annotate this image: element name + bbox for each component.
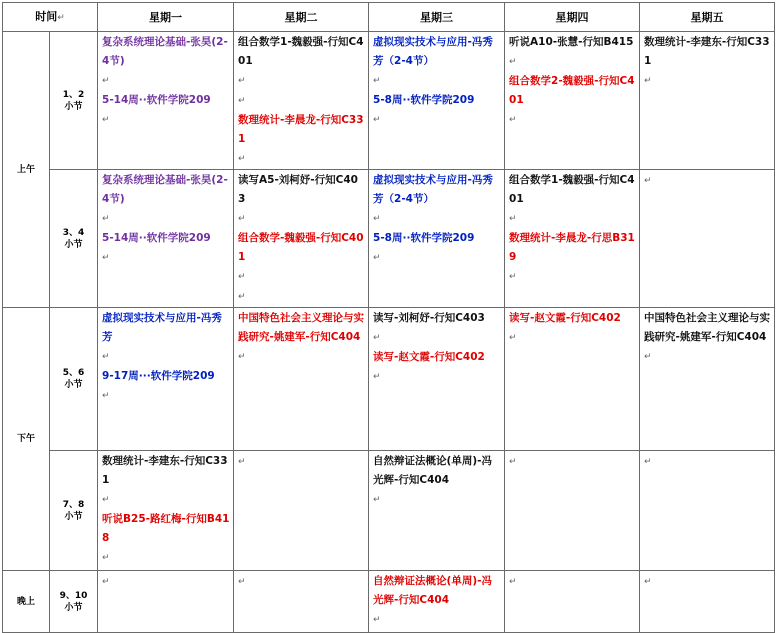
cell-content — [234, 170, 368, 307]
paragraph-mark: ↵ — [509, 57, 517, 67]
paragraph-mark: ↵ — [509, 214, 517, 224]
paragraph-mark: ↵ — [373, 76, 381, 86]
cell-content — [234, 451, 368, 472]
class-cell — [505, 451, 640, 571]
half-day-label: 晚上 — [3, 571, 50, 633]
cell-content — [369, 308, 504, 387]
day-header-mon: 星期一 — [98, 3, 234, 32]
class-cell — [98, 308, 234, 451]
cell-content — [369, 32, 504, 130]
paragraph-mark: ↵ — [238, 272, 246, 282]
cell-content — [640, 571, 774, 592]
course-entry: 自然辩证法概论(单周)-冯光辉-行知C404 — [373, 575, 492, 606]
course-entry: 中国特色社会主义理论与实践研究-姚建军-行知C404 — [238, 312, 365, 343]
class-cell — [234, 32, 369, 170]
paragraph-mark: ↵ — [373, 253, 381, 263]
period-row — [3, 32, 775, 170]
class-cell — [640, 32, 775, 170]
class-cell — [98, 451, 234, 571]
paragraph-mark: ↵ — [102, 76, 110, 86]
period-label: 3、4 小节 — [50, 170, 98, 308]
course-entry: 5-14周··软件学院209 — [102, 94, 211, 106]
course-entry: 复杂系统理论基础-张昊(2-4节) — [102, 174, 228, 205]
paragraph-mark: ↵ — [509, 577, 517, 587]
period-row — [3, 170, 775, 308]
cell-content — [505, 32, 639, 130]
paragraph-mark: ↵ — [509, 457, 517, 467]
paragraph-mark: ↵ — [238, 352, 246, 362]
class-cell — [505, 170, 640, 308]
class-cell — [369, 170, 505, 308]
timetable — [2, 2, 775, 633]
course-entry: 读写-赵文霞-行知C402 — [373, 351, 485, 363]
period-row — [3, 571, 775, 633]
course-entry: 数理统计-李晨龙-行知C331 — [238, 114, 364, 145]
class-cell — [234, 308, 369, 451]
half-day-label: 上午 — [3, 32, 50, 308]
course-entry: 组合数学1-魏毅强-行知C401 — [238, 36, 364, 67]
cell-content — [640, 170, 774, 191]
period-label: 1、2 小节 — [50, 32, 98, 170]
paragraph-mark: ↵ — [644, 176, 652, 186]
paragraph-mark: ↵ — [102, 577, 110, 587]
course-entry: 数理统计-李晨龙-行思B319 — [509, 232, 635, 263]
course-entry: 中国特色社会主义理论与实践研究-姚建军-行知C404 — [644, 312, 771, 343]
paragraph-mark: ↵ — [373, 372, 381, 382]
course-entry: 5-14周··软件学院209 — [102, 232, 211, 244]
class-cell — [505, 308, 640, 451]
course-entry: 数理统计-李建东-行知C331 — [102, 455, 228, 486]
cell-content — [505, 451, 639, 472]
paragraph-mark: ↵ — [644, 352, 652, 362]
cell-content — [505, 170, 639, 287]
paragraph-mark: ↵ — [238, 577, 246, 587]
course-entry: 虚拟现实技术与应用-冯秀芳（2-4节） — [373, 174, 493, 205]
paragraph-mark: ↵ — [102, 214, 110, 224]
class-cell — [505, 32, 640, 170]
course-entry: 自然辩证法概论(单周)-冯光辉-行知C404 — [373, 455, 492, 486]
cell-content — [505, 571, 639, 592]
class-cell — [234, 170, 369, 308]
class-cell — [369, 451, 505, 571]
paragraph-mark: ↵ — [238, 96, 246, 106]
cell-content — [98, 32, 233, 130]
day-header-fri: 星期五 — [640, 3, 775, 32]
class-cell — [505, 571, 640, 633]
class-cell — [369, 308, 505, 451]
period-label: 5、6 小节 — [50, 308, 98, 451]
paragraph-mark: ↵ — [644, 457, 652, 467]
period-label: 7、8 小节 — [50, 451, 98, 571]
paragraph-mark: ↵ — [509, 333, 517, 343]
paragraph-mark: ↵ — [644, 76, 652, 86]
class-cell — [98, 571, 234, 633]
paragraph-mark: ↵ — [102, 495, 110, 505]
class-cell — [640, 308, 775, 451]
cell-content — [98, 308, 233, 406]
paragraph-mark: ↵ — [102, 115, 110, 125]
half-day-label: 下午 — [3, 308, 50, 571]
cell-content — [234, 308, 368, 367]
course-entry: 复杂系统理论基础-张昊(2-4节) — [102, 36, 228, 67]
cell-content — [505, 308, 639, 348]
course-entry: 5-8周··软件学院209 — [373, 94, 475, 106]
cell-content — [369, 571, 504, 630]
class-cell — [234, 451, 369, 571]
paragraph-mark: ↵ — [644, 577, 652, 587]
paragraph-mark: ↵ — [373, 214, 381, 224]
cell-content — [98, 451, 233, 568]
paragraph-mark: ↵ — [238, 214, 246, 224]
paragraph-mark: ↵ — [238, 76, 246, 86]
class-cell — [640, 571, 775, 633]
cell-content — [640, 451, 774, 472]
period-row — [3, 451, 775, 571]
paragraph-mark: ↵ — [102, 253, 110, 263]
course-entry: 虚拟现实技术与应用-冯秀芳 — [102, 312, 222, 343]
course-entry: 数理统计-李建东-行知C331 — [644, 36, 770, 67]
paragraph-mark: ↵ — [102, 553, 110, 563]
course-entry: 读写-赵文霞-行知C402 — [509, 312, 621, 324]
cell-content — [98, 170, 233, 268]
course-entry: 读写-刘柯妤-行知C403 — [373, 312, 485, 324]
paragraph-mark: ↵ — [373, 115, 381, 125]
paragraph-mark: ↵ — [373, 333, 381, 343]
time-header: 时间↵ — [3, 3, 98, 32]
paragraph-mark: ↵ — [373, 615, 381, 625]
cell-content — [640, 32, 774, 91]
paragraph-mark: ↵ — [238, 292, 246, 302]
paragraph-mark: ↵ — [102, 352, 110, 362]
cell-content — [234, 32, 368, 169]
cell-content — [369, 451, 504, 510]
class-cell — [98, 170, 234, 308]
cell-content — [98, 571, 233, 592]
class-cell — [98, 32, 234, 170]
cell-content — [640, 308, 774, 367]
day-header-tue: 星期二 — [234, 3, 369, 32]
day-header-wed: 星期三 — [369, 3, 505, 32]
paragraph-mark: ↵ — [238, 457, 246, 467]
period-label: 9、10 小节 — [50, 571, 98, 633]
course-entry: 9-17周···软件学院209 — [102, 370, 215, 382]
course-entry: 听说B25-路红梅-行知B418 — [102, 513, 230, 544]
class-cell — [369, 32, 505, 170]
class-cell — [234, 571, 369, 633]
course-entry: 组合数学-魏毅强-行知C401 — [238, 232, 364, 263]
course-entry: 读写A5-刘柯妤-行知C403 — [238, 174, 358, 205]
paragraph-mark: ↵ — [509, 115, 517, 125]
course-entry: 组合数学1-魏毅强-行知C401 — [509, 174, 635, 205]
paragraph-mark: ↵ — [373, 495, 381, 505]
header-row — [3, 3, 775, 32]
period-row — [3, 308, 775, 451]
paragraph-mark: ↵ — [102, 391, 110, 401]
paragraph-mark: ↵ — [509, 272, 517, 282]
course-entry: 听说A10-张慧-行知B415 — [509, 36, 634, 48]
day-header-thu: 星期四 — [505, 3, 640, 32]
course-entry: 虚拟现实技术与应用-冯秀芳（2-4节） — [373, 36, 493, 67]
paragraph-mark: ↵ — [238, 154, 246, 164]
cell-content — [369, 170, 504, 268]
class-cell — [369, 571, 505, 633]
class-cell — [640, 451, 775, 571]
course-entry: 组合数学2-魏毅强-行知C401 — [509, 75, 635, 106]
course-entry: 5-8周··软件学院209 — [373, 232, 475, 244]
class-cell — [640, 170, 775, 308]
cell-content — [234, 571, 368, 592]
